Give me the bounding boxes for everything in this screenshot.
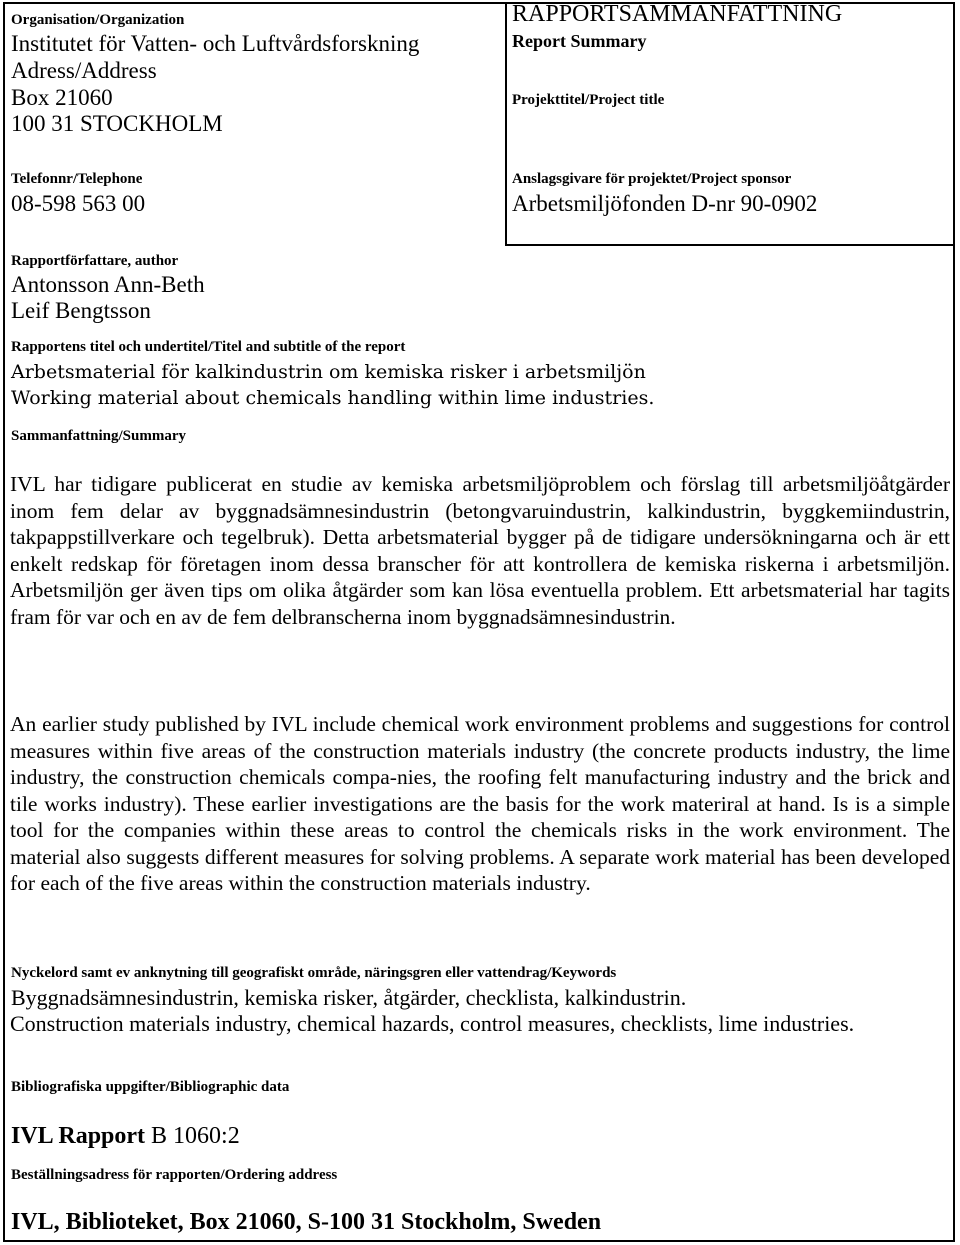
report-title-english: Working material about chemicals handling within lime industries.	[11, 387, 655, 409]
address-label: Adress/Address	[11, 58, 157, 83]
organisation-name: Institutet för Vatten- och Luftvårdsforskning	[11, 31, 420, 56]
author-line1: Antonsson Ann-Beth	[11, 272, 205, 297]
ordering-address: IVL, Biblioteket, Box 21060, S-100 31 Stockholm, Sweden	[11, 1209, 602, 1235]
report-summary-subtitle: Report Summary	[512, 31, 647, 51]
author-label: Rapportförfattare, author	[11, 253, 179, 269]
telephone-value: 08-598 563 00	[11, 191, 146, 216]
ordering-label: Beställningsadress för rapporten/Ordering address	[11, 1167, 338, 1183]
sponsor-label: Anslagsgivare för projektet/Project sponsor	[512, 171, 792, 187]
address-line1: Box 21060	[11, 85, 113, 110]
keywords-swedish: Byggnadsämnesindustrin, kemiska risker, åtgärder, checklista, kalkindustrin.	[11, 985, 687, 1010]
header-divider-vertical	[505, 2, 507, 246]
summary-label: Sammanfattning/Summary	[11, 428, 187, 444]
summary-english: An earlier study published by IVL include chemical work environment problems and suggestions for control measures within five areas of the construction materials industry (the concrete products industry, the lime industry, the construction chemicals compa-nies, the roofing felt manufacturing industry and the brick and tile works industry). These earlier investigations are the basis for the work materiral at hand. Is is a simple tool for the companies within these areas to control the chemicals risks in the work environment. The material also suggests different measures for solving problems. A separate work material has been developed for each of the five areas within the construction materials industry.	[10, 712, 950, 895]
bibliography-value	[11, 1121, 240, 1151]
keywords-label: Nyckelord samt ev anknytning till geografiskt område, näringsgren eller vattendrag/Keywords	[11, 965, 617, 981]
report-number: B 1060:2	[151, 1123, 240, 1149]
telephone-label: Telefonnr/Telephone	[11, 171, 143, 187]
summary-swedish: IVL har tidigare publicerat en studie av kemiska arbetsmiljöproblem och förslag till arbetsmiljöåtgärder inom fem delar av byggnadsämnesindustrin (betongvaruindustrin, kalkindustrin, byggkemiindustrin, takpappstillverkare och tegelbruk). Detta arbetsmaterial bygger på de tidigare undersökningarna och är ett enkelt redskap för företagen inom dessa branscher för att kontrollera de kemiska riskerna i arbetsmiljön. Arbetsmiljön ger även tips om olika åtgärder som kan lösa eventuella problem. Ett arbetsmaterial har tagits fram för var och en av de fem delbranscherna inom byggnadsämnesindustrin.	[10, 472, 950, 629]
project-title-label: Projekttitel/Project title	[512, 92, 665, 108]
author-line2: Leif Bengtsson	[11, 298, 151, 323]
report-series: IVL Rapport	[11, 1123, 146, 1149]
header-divider-bottom	[505, 244, 955, 246]
organisation-label: Organisation/Organization	[11, 12, 185, 28]
sponsor-value: Arbetsmiljöfonden D-nr 90-0902	[512, 191, 818, 216]
address-line2: 100 31 STOCKHOLM	[11, 111, 223, 136]
keywords-english: Construction materials industry, chemical hazards, control measures, checklists, lime industries.	[10, 1011, 855, 1036]
bibliography-label: Bibliografiska uppgifter/Bibliographic data	[11, 1079, 290, 1095]
report-title-label: Rapportens titel och undertitel/Titel and subtitle of the report	[11, 339, 406, 355]
report-summary-title: RAPPORTSAMMANFATTNING	[512, 1, 843, 27]
report-title-swedish: Arbetsmaterial för kalkindustrin om kemiska risker i arbetsmiljön	[11, 361, 646, 383]
